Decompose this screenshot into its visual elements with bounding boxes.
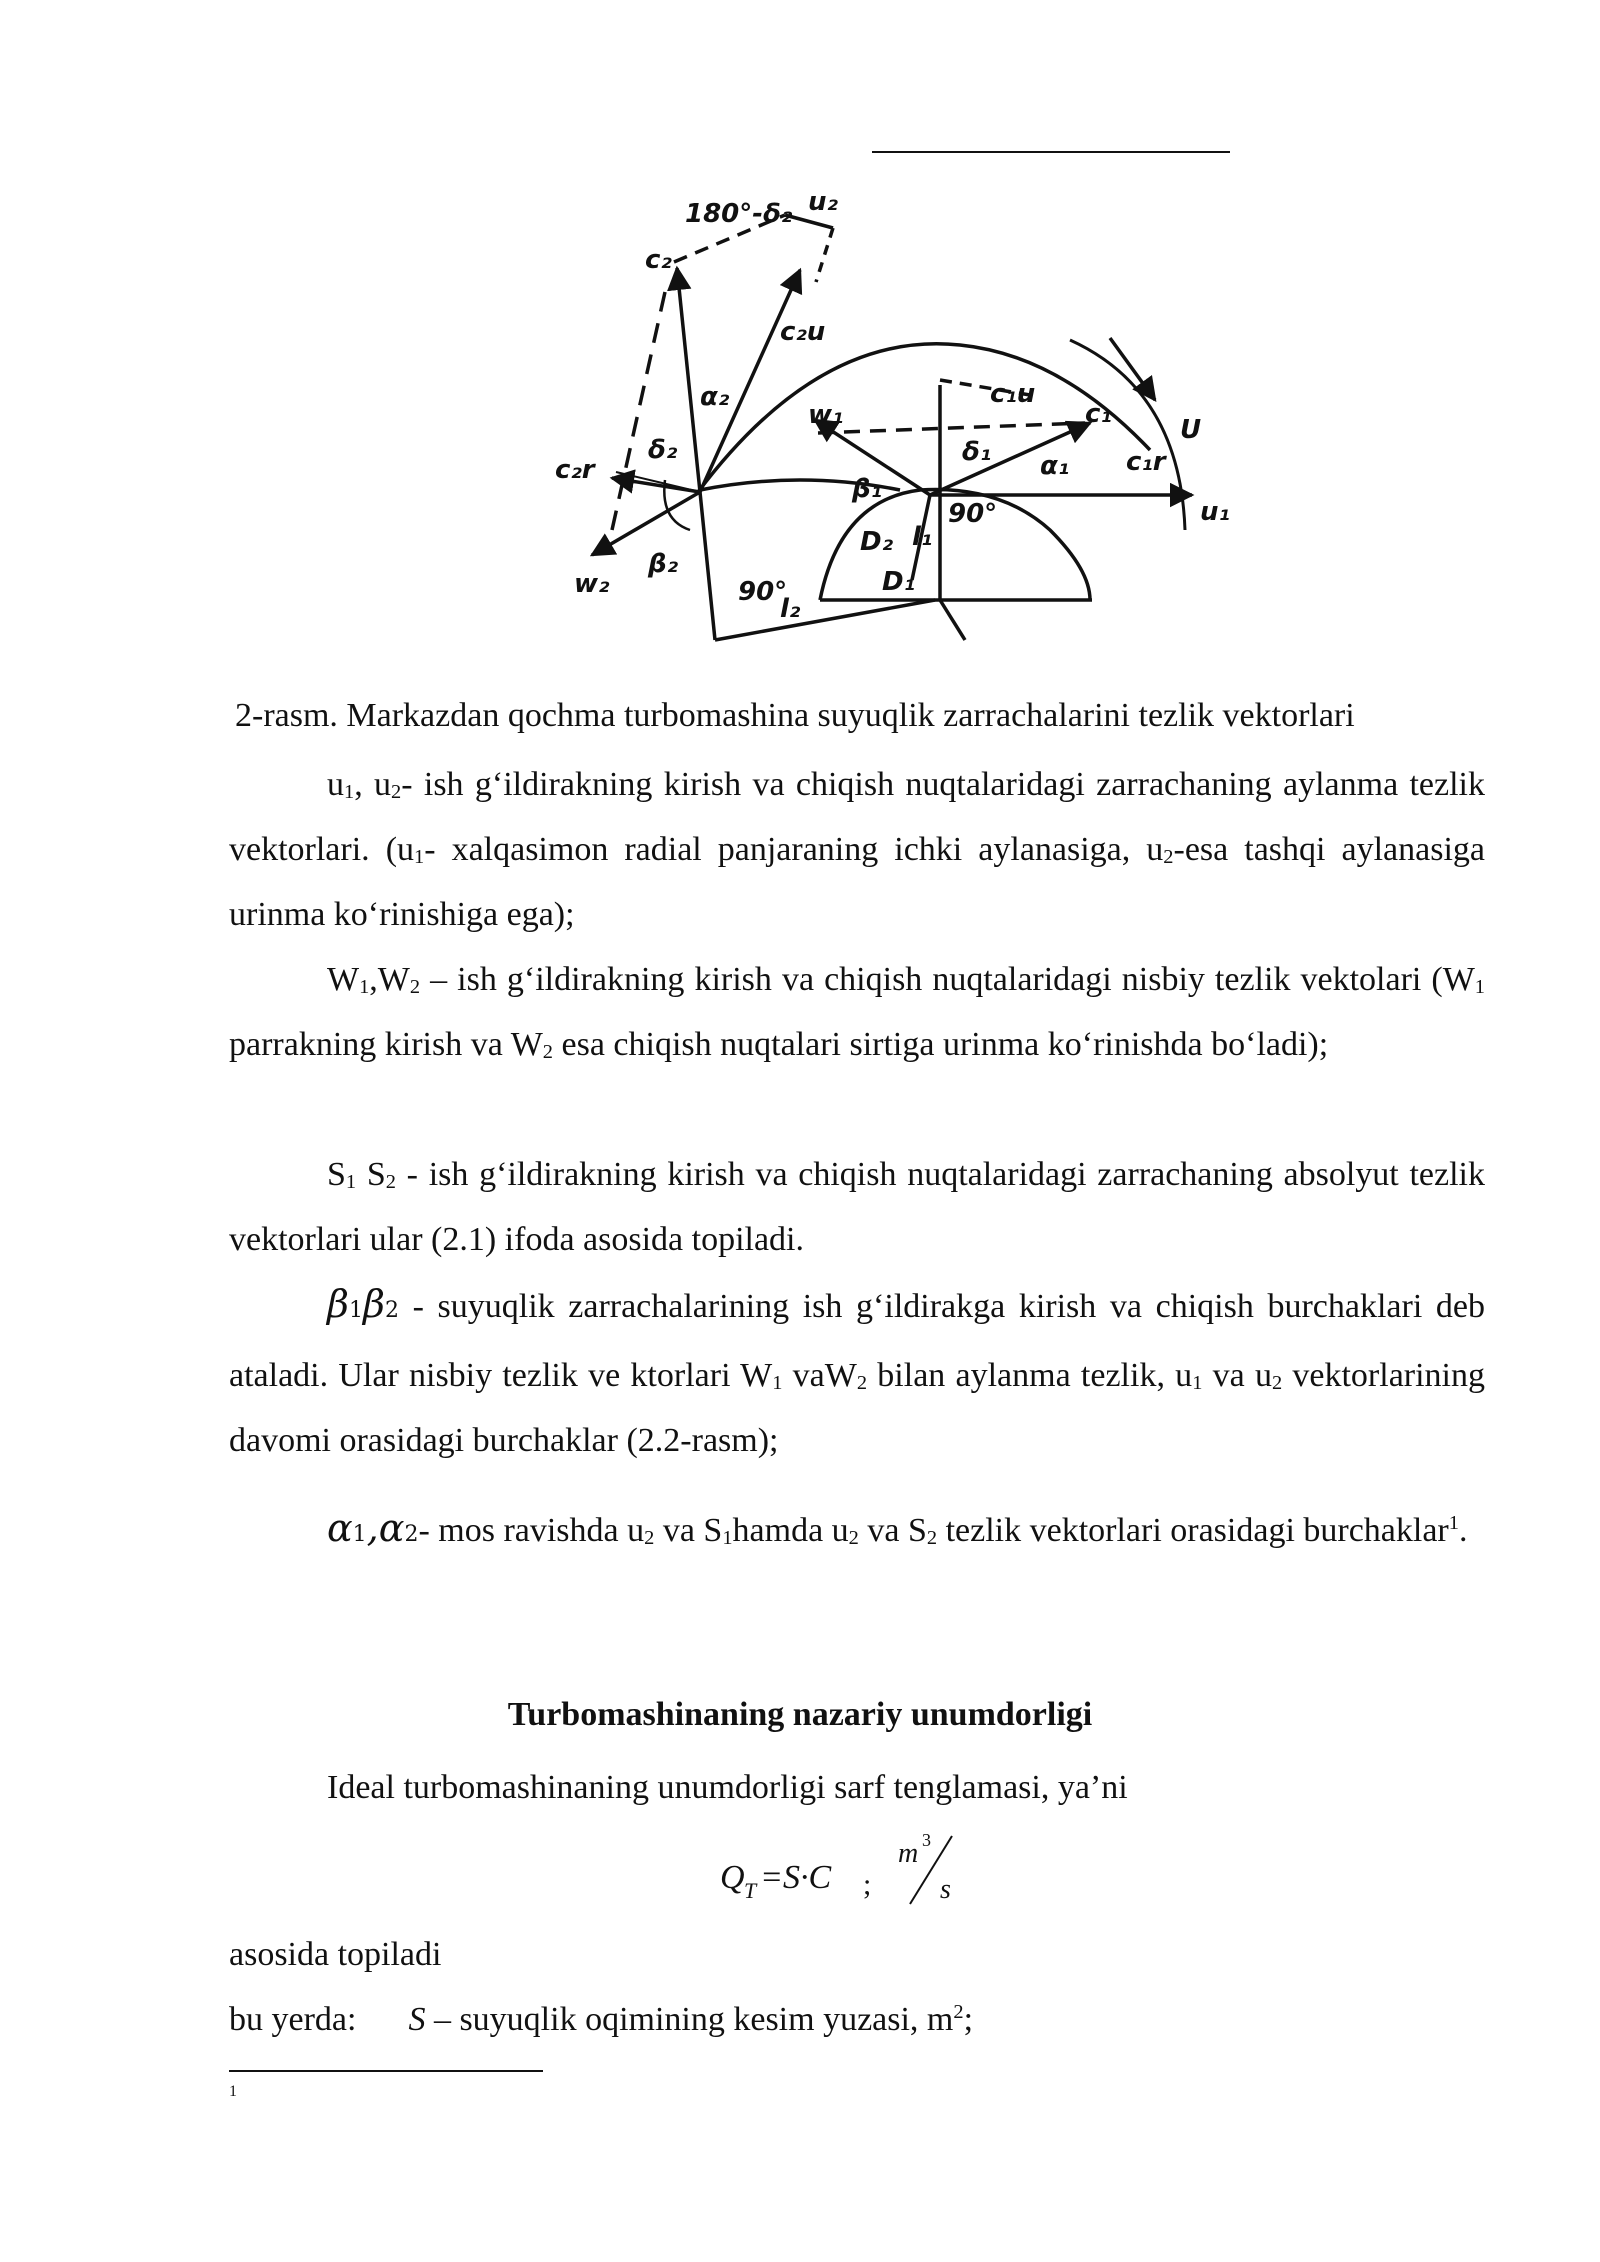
svg-text:3: 3 bbox=[922, 1830, 931, 1850]
svg-text:;: ; bbox=[863, 1868, 872, 1901]
footnote-ref[interactable]: 1 bbox=[1448, 1511, 1459, 1534]
label-c1: c₁ bbox=[1085, 399, 1112, 429]
footnote-number: 1 bbox=[229, 2083, 237, 2100]
section-heading: Turbomashinaning nazariy unumdorligi bbox=[507, 1696, 1093, 1733]
svg-text:Q: Q bbox=[720, 1859, 745, 1896]
label-l1: l₁ bbox=[912, 522, 933, 552]
label-beta1: β₁ bbox=[852, 474, 882, 504]
paragraph-w-vectors: $W_1,W_2$ – ish g‘ildirakning kirish va chiqish nuqtalaridagi nisbiy tezlik vektolari ($W_1$ parrakning kirish va $W_2$ esa chiqish nuqtalari sirtiga urinma ko‘rinishda bo‘ladi); bbox=[229, 961, 1485, 1064]
svg-text:s: s bbox=[940, 1874, 951, 1905]
label-l2: l₂ bbox=[780, 594, 801, 624]
svg-text:=S·C: =S·C bbox=[760, 1859, 832, 1896]
paragraph-where: bu yerda: S – suyuqlik oqimining kesim yuzasi, $m^2$; bbox=[229, 2000, 974, 2038]
label-c2r: c₂r bbox=[555, 455, 595, 485]
paragraph-alpha-angles: α1,α2- mos ravishda $u_2$ va $S_1hamda$ $u_2$ va $S_2$ tezlik vektorlari orasidagi burchaklar$^1$. bbox=[327, 1506, 1468, 1550]
label-alpha1: α₁ bbox=[1040, 451, 1070, 481]
label-c2u: c₂u bbox=[780, 317, 826, 347]
svg-text:T: T bbox=[744, 1878, 757, 1903]
label-u2: u₂ bbox=[808, 187, 838, 217]
label-90-a: 90° bbox=[738, 577, 788, 607]
label-c1r: c₁r bbox=[1126, 447, 1166, 477]
velocity-vectors-figure bbox=[470, 140, 1250, 650]
paragraph-ideal-flow: Ideal turbomashinaning unumdorligi sarf tenglamasi, ya’ni bbox=[327, 1769, 1128, 1806]
footnote-separator bbox=[229, 2070, 543, 2072]
label-c2: c₂ bbox=[645, 245, 672, 275]
label-U: U bbox=[1180, 415, 1202, 445]
label-D2: D₂ bbox=[860, 527, 893, 557]
label-180-delta2: 180°-δ₂ bbox=[685, 199, 793, 229]
paragraph-beta-angles: β1β2 - suyuqlik zarrachalarining ish g‘ildirakga kirish va chiqish burchaklari deb ataladi. Ular nisbiy tezlik ve ktorlari $W_1$ vaW$_2$ bilan aylanma tezlik, $u_1$ va $u_2$ vektorlarining davomi orasidagi burchaklar (2.2-rasm); bbox=[229, 1282, 1486, 1459]
label-delta1: δ₁ bbox=[962, 437, 992, 467]
figure-caption: 2-rasm. Markazdan qochma turbomashina suyuqlik zarrachalarini tezlik vektorlari bbox=[235, 697, 1355, 734]
paragraph-s-vectors: $S_1$ $S_2$ - ish g‘ildirakning kirish va chiqish nuqtalaridagi zarrachaning absolyut tezlik vektorlari ular (2.1) ifoda asosida topiladi. bbox=[229, 1156, 1485, 1258]
label-alpha2: α₂ bbox=[700, 382, 730, 412]
paragraph-found-basis: asosida topiladi bbox=[229, 1936, 442, 1973]
label-beta2: β₂ bbox=[648, 549, 678, 579]
label-90-b: 90° bbox=[948, 499, 998, 529]
label-D1: D₁ bbox=[882, 567, 915, 597]
svg-text:m: m bbox=[898, 1838, 919, 1869]
label-u1: u₁ bbox=[1200, 497, 1230, 527]
flow-rate-formula bbox=[720, 1826, 980, 1906]
label-w1: w₁ bbox=[808, 400, 844, 430]
label-c1u: c₁u bbox=[990, 379, 1036, 409]
label-w2: w₂ bbox=[574, 569, 610, 599]
label-delta2: δ₂ bbox=[648, 435, 678, 465]
paragraph-u-vectors: $u_1$, $u_2-$ ish g‘ildirakning kirish va chiqish nuqtalaridagi zarrachaning aylanma tezlik vektorlari. ($u_1-$ xalqasimon radial panjaraning ichki aylanasiga, $u_2$-esa tashqi aylanasiga urinma ko‘rinishiga ega); bbox=[229, 766, 1485, 933]
